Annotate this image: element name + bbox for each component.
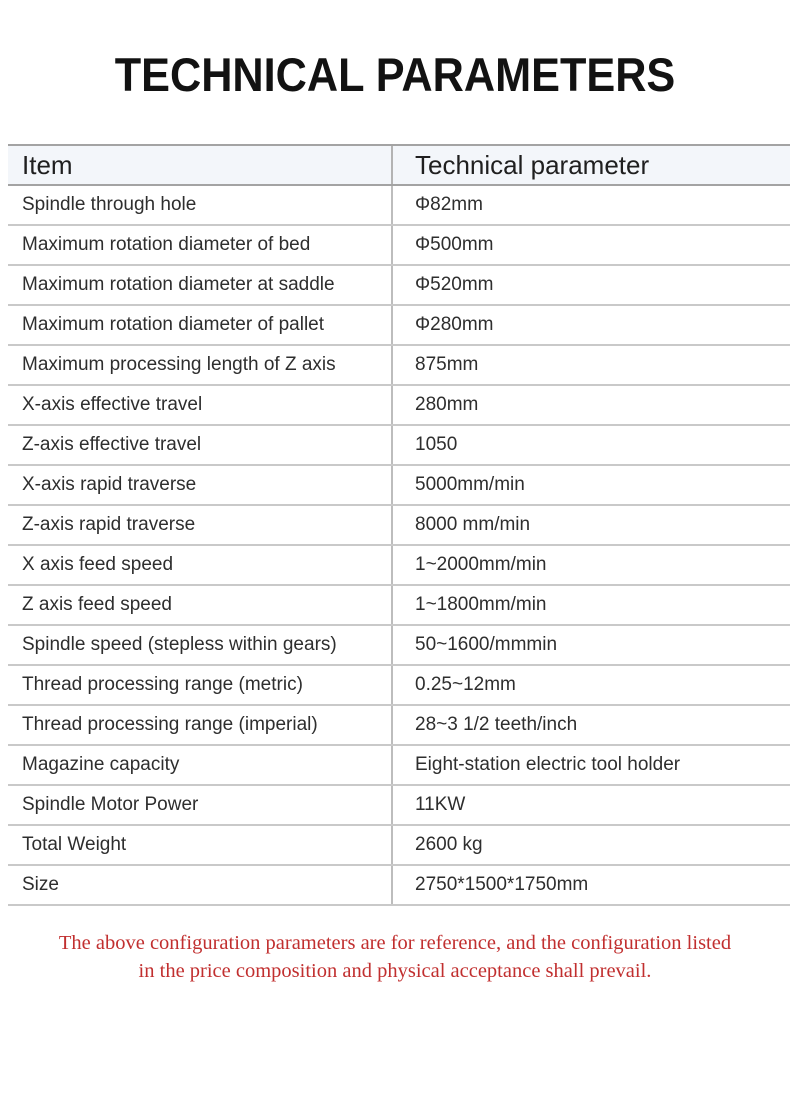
table-row [8, 186, 790, 226]
spec-item-label: X-axis effective travel [8, 386, 393, 424]
spec-item-label: X axis feed speed [8, 546, 393, 584]
spec-item-value: 5000mm/min [415, 474, 525, 496]
spec-item-value: 50~1600/mmmin [415, 634, 558, 656]
spec-item-value: 875mm [415, 354, 479, 376]
page-title: TECHNICAL PARAMETERS [114, 48, 676, 101]
table-row [8, 826, 790, 866]
table-row [8, 306, 790, 346]
table-row [8, 746, 790, 786]
spec-item-label: Z-axis rapid traverse [8, 506, 393, 544]
table-row [8, 586, 790, 626]
spec-item-value: 1~2000mm/min [415, 554, 547, 576]
spec-item-value: Eight-station electric tool holder [415, 754, 681, 776]
table-row [8, 866, 790, 906]
table-row [8, 226, 790, 266]
table-row [8, 346, 790, 386]
table-row [8, 426, 790, 466]
spec-item-value: 8000 mm/min [415, 514, 531, 536]
table-row [8, 386, 790, 426]
technical-parameters-table [8, 144, 790, 906]
spec-item-label: Thread processing range (metric) [8, 666, 393, 704]
table-header-row [8, 146, 790, 186]
table-header-item: Item [8, 146, 393, 184]
disclaimer-line-1: The above configuration parameters are for reference, and the configuration listed [58, 932, 732, 955]
spec-item-label: Size [8, 866, 393, 904]
table-row [8, 666, 790, 706]
spec-item-value: Φ500mm [415, 234, 494, 256]
spec-item-label: Z axis feed speed [8, 586, 393, 624]
disclaimer-note [0, 930, 790, 985]
spec-item-label: Total Weight [8, 826, 393, 864]
spec-item-value: Φ280mm [415, 314, 494, 336]
spec-item-label: Spindle speed (stepless within gears) [8, 626, 393, 664]
spec-item-value: Φ82mm [415, 194, 483, 216]
spec-item-value: Φ520mm [415, 274, 494, 296]
table-row [8, 786, 790, 826]
disclaimer-line-2: in the price composition and physical acceptance shall prevail. [138, 960, 652, 983]
table-row [8, 706, 790, 746]
spec-item-label: Magazine capacity [8, 746, 393, 784]
spec-item-value: 2600 kg [415, 834, 483, 856]
table-header-parameter: Technical parameter [415, 149, 650, 180]
spec-item-value: 11KW [415, 794, 466, 816]
spec-item-value: 2750*1500*1750mm [415, 874, 589, 896]
spec-item-label: Spindle through hole [8, 186, 393, 224]
table-row [8, 506, 790, 546]
spec-item-label: Z-axis effective travel [8, 426, 393, 464]
spec-item-label: Maximum rotation diameter of bed [8, 226, 393, 264]
spec-item-label: X-axis rapid traverse [8, 466, 393, 504]
table-row [8, 466, 790, 506]
spec-item-value: 280mm [415, 394, 479, 416]
table-row [8, 626, 790, 666]
table-row [8, 266, 790, 306]
spec-item-value: 1050 [415, 434, 458, 456]
spec-item-label: Spindle Motor Power [8, 786, 393, 824]
table-row [8, 546, 790, 586]
spec-item-value: 0.25~12mm [415, 674, 516, 696]
spec-item-value: 1~1800mm/min [415, 594, 547, 616]
spec-item-label: Maximum rotation diameter at saddle [8, 266, 393, 304]
spec-item-label: Maximum processing length of Z axis [8, 346, 393, 384]
spec-item-value: 28~3 1/2 teeth/inch [415, 714, 578, 736]
spec-item-label: Maximum rotation diameter of pallet [8, 306, 393, 344]
spec-item-label: Thread processing range (imperial) [8, 706, 393, 744]
